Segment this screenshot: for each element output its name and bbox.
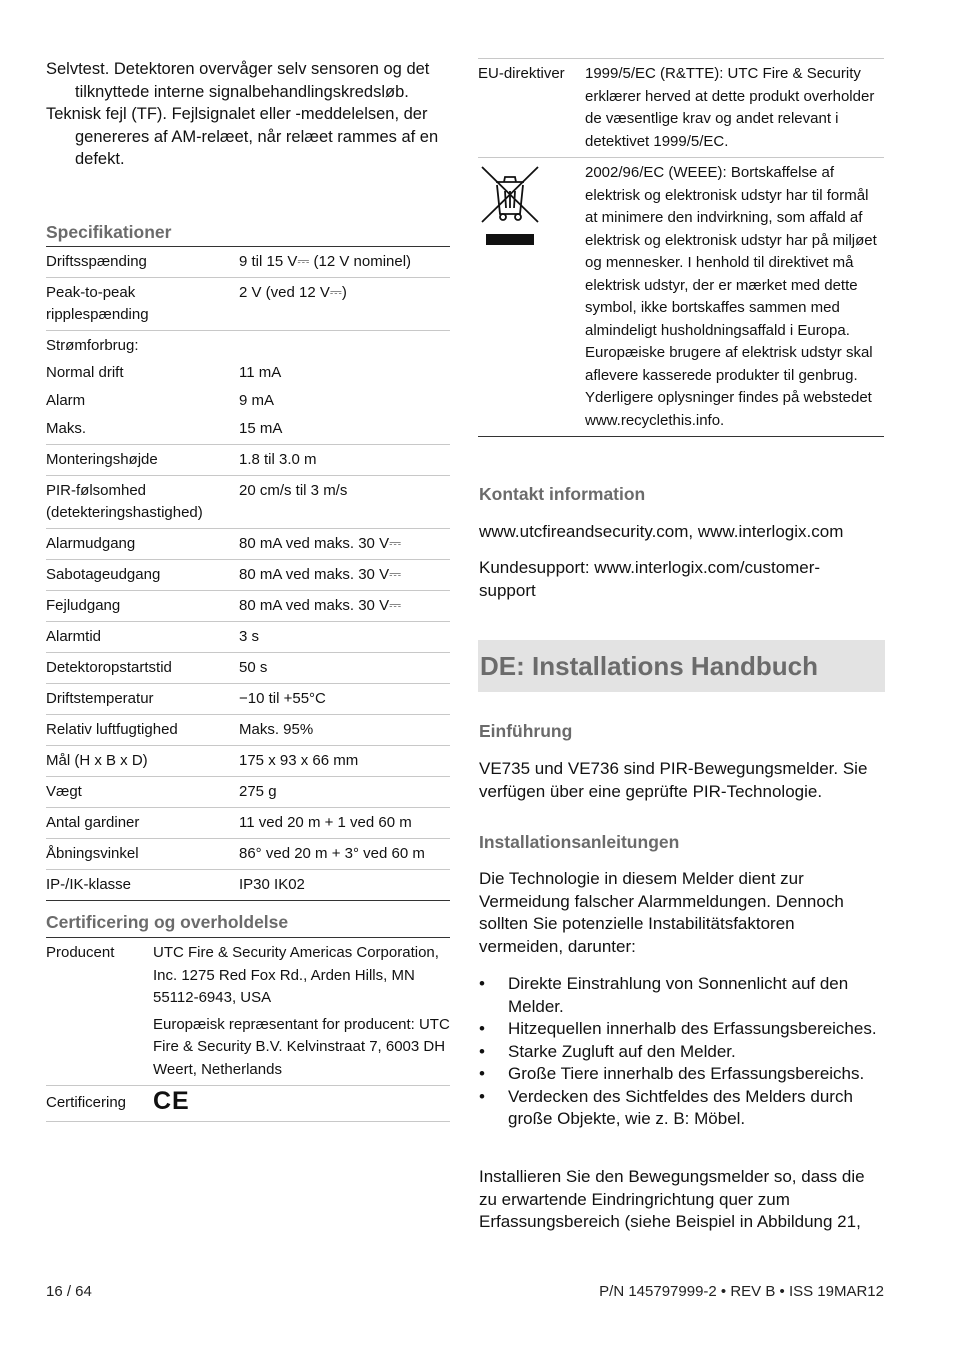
ce-mark-icon: CE: [153, 1087, 190, 1115]
spec-key: Maks.: [46, 420, 87, 437]
list-item: • Hitzequellen innerhalb des Erfassungsbereiches.: [479, 1018, 884, 1041]
spec-row: [46, 621, 450, 652]
producer-label: Producent: [46, 944, 115, 961]
spec-key: Alarmtid: [46, 628, 102, 645]
weee-crossed-bin-icon: [478, 162, 542, 248]
spec-value: 80 mA ved maks. 30 V⎓: [239, 566, 402, 583]
certification-label: Certificering: [46, 1094, 127, 1111]
spec-value: 11 ved 20 m + 1 ved 60 m: [239, 814, 412, 831]
spec-value: 80 mA ved maks. 30 V⎓: [239, 597, 402, 614]
spec-key: Alarm: [46, 392, 86, 409]
spec-key: Mål (H x B x D): [46, 752, 148, 769]
spec-row: [46, 387, 450, 415]
spec-key: Antal gardiner: [46, 814, 140, 831]
spec-row: [46, 807, 450, 838]
weee-text: 2002/96/EC (WEEE): Bortskaffelse af elektrisk og elektronisk udstyr har til formål at minimere den indvirkning, som affald af elektrisk og elektronisk udstyr har på miljøet og mennesker. I henhold til direktivet må elektrisk udstyr, der er mærket med dette symbol, ikke bortskaffes sammen med almindeligt husholdningsaffald i Europa. Europæiske brugere af elektrisk udstyr skal aflevere kasserede produkter til genbrug. Yderligere oplysninger findes på webstedet www.recyclethis.info.: [585, 164, 877, 429]
spec-row: [46, 528, 450, 559]
spec-value: 9 mA: [239, 392, 275, 409]
spec-table: [46, 246, 450, 901]
bullet-icon: •: [479, 1086, 485, 1106]
spec-row: [46, 475, 450, 528]
spec-row: [46, 745, 450, 776]
representative-address: Europæisk repræsentant for producent: UTC Fire & Security B.V. Kelvinstraat 7, 6003 DH Weert, Netherlands: [153, 1015, 450, 1078]
list-item: • Direkte Einstrahlung von Sonnenlicht auf den Melder.: [479, 974, 849, 1016]
producer-address: UTC Fire & Security Americas Corporation, Inc. 1275 Red Fox Rd., Arden Hills, MN 55112-6943, USA: [153, 944, 439, 1006]
spec-heading: Specifikationer: [46, 222, 172, 242]
section-banner: [478, 640, 885, 692]
list-item: • Verdecken des Sichtfeldes des Melders durch große Objekte, wie z. B: Möbel.: [479, 1086, 853, 1128]
spec-value: Maks. 95%: [239, 721, 314, 738]
spec-row: [46, 247, 450, 277]
producer-row: [46, 938, 450, 1014]
eu-directives-table: [478, 58, 884, 437]
spec-key: Relativ luftfugtighed: [46, 721, 178, 738]
spec-row: [46, 444, 450, 475]
spec-value: 275 g: [239, 783, 277, 800]
spec-value: 50 s: [239, 659, 268, 676]
bullet-icon: •: [479, 1064, 485, 1083]
list-item: • Große Tiere innerhalb des Erfassungsbereichs.: [479, 1063, 884, 1086]
representative-row: [46, 1014, 450, 1086]
cert-table: [46, 937, 450, 1122]
spec-key: Driftstemperatur: [46, 690, 154, 707]
spec-value: IP30 IK02: [239, 876, 305, 893]
spec-key: Monteringshøjde: [46, 451, 158, 468]
intro-heading: Einführung: [479, 721, 573, 741]
spec-key: Detektoropstartstid: [46, 659, 172, 676]
spec-key: Åbningsvinkel: [46, 845, 139, 862]
bullet-icon: •: [479, 1019, 485, 1038]
customer-support: Kundesupport: www.interlogix.com/customer-support: [479, 558, 821, 600]
spec-row: [46, 652, 450, 683]
part-number: P/N 145797999-2 • REV B • ISS 19MAR12: [599, 1283, 884, 1300]
cert-heading: Certificering og overholdelse: [46, 912, 289, 932]
install-paragraph-2: Installieren Sie den Bewegungsmelder so, dass die zu erwartende Eindringrichtung quer zum Erfassungsbereich (siehe Beispiel in Abbildung 21,: [479, 1167, 865, 1231]
install-heading: Installationsanleitungen: [479, 832, 680, 852]
spec-row: [46, 559, 450, 590]
spec-value: 20 cm/s til 3 m/s: [239, 482, 348, 499]
spec-key: Sabotageudgang: [46, 566, 161, 583]
contact-urls: www.utcfireandsecurity.com, www.interlogix.com: [479, 522, 844, 541]
certification-row: [46, 1085, 450, 1121]
spec-key: Vægt: [46, 783, 82, 800]
spec-row: [46, 277, 450, 330]
spec-key: Fejludgang: [46, 597, 121, 614]
risk-factor-list: [479, 973, 884, 1131]
spec-key: Driftsspænding: [46, 253, 147, 270]
intro-definitions: [46, 58, 450, 171]
spec-row: [46, 359, 450, 387]
spec-key: Strømforbrug:: [46, 337, 139, 354]
definition-technical-fault: Teknisk fejl (TF). Fejlsignalet eller -meddelelsen, der genereres af AM-relæet, når relæet rammes af en defekt.: [46, 105, 439, 168]
page-number: 16 / 64: [46, 1283, 92, 1300]
spec-key: IP-/IK-klasse: [46, 876, 132, 893]
bullet-icon: •: [479, 974, 485, 993]
install-paragraph: Die Technologie in diesem Melder dient zur Vermeidung falscher Alarmmeldungen. Dennoch sollten Sie potenzielle Instabilitätsfaktoren vermeiden, darunter:: [479, 869, 844, 956]
spec-value: 3 s: [239, 628, 260, 645]
list-item: • Starke Zugluft auf den Melder.: [479, 1041, 884, 1064]
spec-value: 11 mA: [239, 364, 282, 381]
spec-value: [239, 335, 450, 357]
spec-value: 86° ved 20 m + 3° ved 60 m: [239, 845, 425, 862]
spec-value: 1.8 til 3.0 m: [239, 451, 317, 468]
spec-value: 9 til 15 V⎓ (12 V nominel): [239, 253, 412, 270]
spec-value: 15 mA: [239, 420, 283, 437]
spec-value: 2 V (ved 12 V⎓): [239, 284, 347, 301]
spec-value: 175 x 93 x 66 mm: [239, 752, 359, 769]
spec-row: [46, 776, 450, 807]
spec-row: [46, 869, 450, 900]
eu-weee-row: [478, 157, 884, 436]
spec-value: −10 til +55°C: [239, 690, 326, 707]
spec-row: [46, 590, 450, 621]
section-title-de: DE: Installations Handbuch: [480, 651, 819, 681]
definition-selftest: Selvtest. Detektoren overvåger selv sensoren og det tilknyttede interne signalbehandlingskredsløb.: [46, 60, 430, 101]
spec-row: [46, 683, 450, 714]
spec-row: [46, 714, 450, 745]
spec-row: [46, 415, 450, 444]
bullet-icon: •: [479, 1041, 485, 1061]
spec-row: [46, 838, 450, 869]
spec-key: Peak-to-peak ripplespænding: [46, 284, 149, 323]
spec-value: 80 mA ved maks. 30 V⎓: [239, 535, 402, 552]
spec-row: [46, 330, 450, 359]
spec-key: PIR-følsomhed (detekteringshastighed): [46, 482, 203, 521]
spec-key: Alarmudgang: [46, 535, 136, 552]
eu-label: EU-direktiver: [478, 65, 565, 82]
rtte-text: 1999/5/EC (R&TTE): UTC Fire & Security erklærer herved at dette produkt overholder de væsentlige krav og andet relevant i detektivet 1999/5/EC.: [585, 65, 875, 150]
eu-rtte-row: [478, 59, 884, 157]
contact-heading: Kontakt information: [479, 484, 646, 504]
spec-key: Normal drift: [46, 364, 124, 381]
intro-paragraph: VE735 und VE736 sind PIR-Bewegungsmelder. Sie verfügen über eine geprüfte PIR-Technologie.: [479, 759, 868, 801]
